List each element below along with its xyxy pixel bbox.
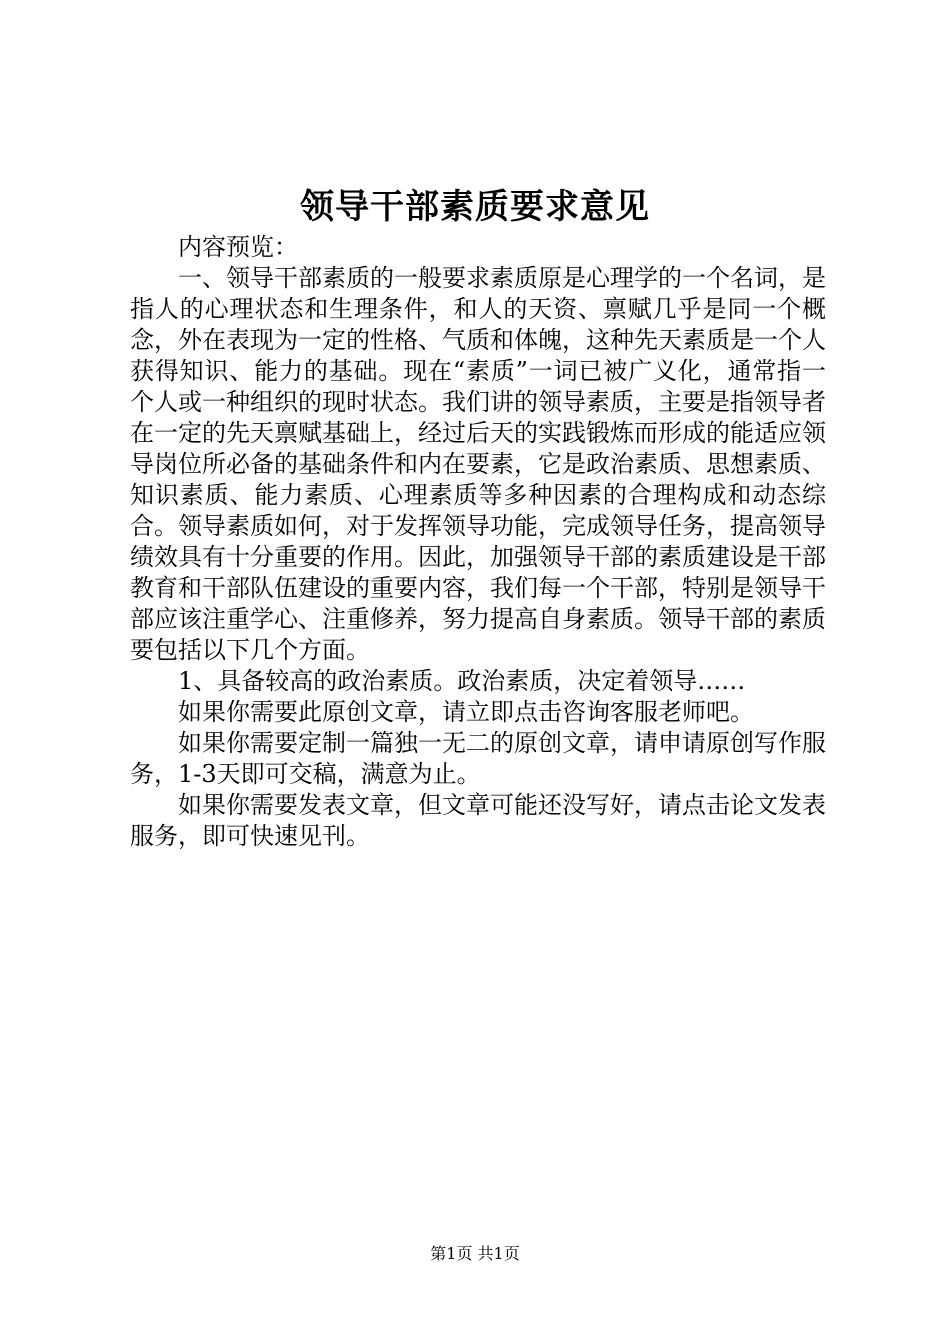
- paragraph-political-quality: 1、具备较高的政治素质。政治素质，决定着领导……: [178, 667, 746, 695]
- document-title: 领导干部素质要求意见: [300, 187, 650, 227]
- paragraph-consult-service: 如果你需要此原创文章，请立即点击咨询客服老师吧。: [178, 698, 754, 726]
- page-footer: 第1页 共1页: [430, 1244, 520, 1263]
- preview-label: 内容预览：: [178, 233, 298, 261]
- document-body: [130, 232, 826, 852]
- paragraph-publish-service: 如果你需要发表文章，但文章可能还没写好，请点击论文发表服务，即可快速见刊。: [130, 791, 826, 850]
- paragraph-intro: 一、领导干部素质的一般要求素质原是心理学的一个名词，是指人的心理状态和生理条件，和人的天资、禀赋几乎是同一个概念，外在表现为一定的性格、气质和体魄，这种先天素质是一个人获得知识、能力的基础。现在“素质”一词已被广义化，通常指一个人或一种组织的现时状态。我们讲的领导素质，主要是指领导者在一定的先天禀赋基础上，经过后天的实践锻炼而形成的能适应领导岗位所必备的基础条件和内在要素，它是政治素质、思想素质、知识素质、能力素质、心理素质等多种因素的合理构成和动态综合。领导素质如何，对于发挥领导功能，完成领导任务，提高领导绩效具有十分重要的作用。因此，加强领导干部的素质建设是干部教育和干部队伍建设的重要内容，我们每一个干部，特别是领导干部应该注重学心、注重修养，努力提高自身素质。领导干部的素质要包括以下几个方面。: [130, 264, 826, 664]
- paragraph-custom-writing: 如果你需要定制一篇独一无二的原创文章，请申请原创写作服务，1-3天即可交稿，满意为止。: [130, 729, 826, 788]
